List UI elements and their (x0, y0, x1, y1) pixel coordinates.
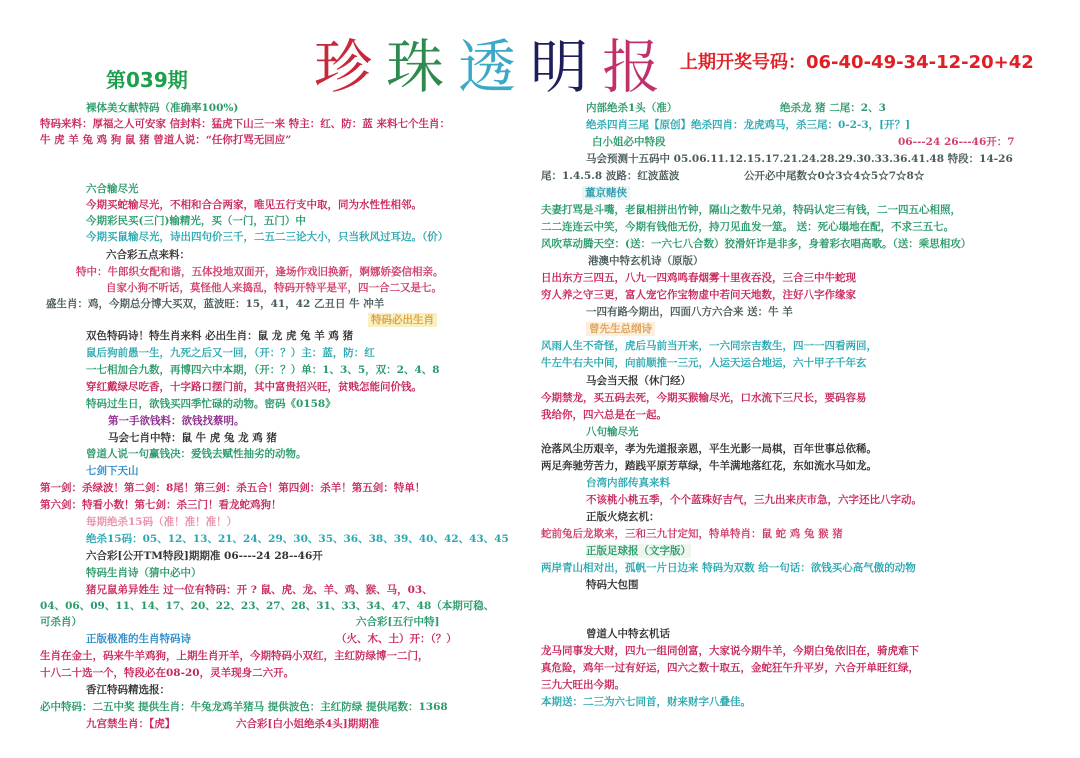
text-line: 每期绝杀15码（准！准！准！） (86, 516, 238, 528)
text-line: 本期送：二三为六七同首，财来财字八叠佳。 (541, 696, 751, 708)
title-char-3: 透 (458, 33, 521, 101)
text-line: 自家小狗不听话，莫怪他人来捣乱，特码开特平是平，四一合二又是七。 (106, 282, 442, 294)
text-line: 特码必出生肖 (368, 313, 437, 327)
text-line: 三九大旺出今期。 (541, 679, 625, 691)
text-line: 八句输尽光 (586, 426, 639, 438)
text-line: 裸体美女献特码（准确率100%) (86, 102, 239, 114)
issue-number: 第039期 (106, 68, 188, 92)
text-line: 九宫禁生肖：【虎】 (86, 718, 176, 730)
title-char-1: 珍 (314, 33, 377, 101)
text-line: 两岸青山相对出，孤帆一片日边来 特码为双数 给一句话：欲钱买心高气傲的动物 (541, 562, 916, 574)
text-line: 六合彩五点来料： (106, 249, 190, 261)
text-line: 六合彩[五行中特] (356, 616, 440, 628)
text-line: 可杀肖） (40, 616, 82, 628)
text-line: 生肖在金土，码来牛羊鸡狗，上期生肖开羊，今期特码小双红，主红防绿博一二门， (40, 650, 429, 662)
text-line: 六合输尽光 (86, 183, 139, 195)
text-line: 今期买鼠输尽光，诗出四句价三千，二五二三论大小，只当秋风过耳边。（价） (86, 231, 449, 243)
text-line: 六合彩[公开TM特段]期期准 06----24 28--46开 (86, 550, 323, 562)
text-line: 两足奔驰劳苦力，踏践平原芳草绿，牛羊满地落红花，东如流水马如龙。 (541, 460, 877, 472)
text-line: 曾道人中特玄机话 (586, 628, 670, 640)
text-line: 台湾内部传真来料 (586, 477, 670, 489)
text-line: 董京赌侠 (582, 186, 630, 200)
text-line: 牛左牛右夫中间，向前顺推一三元，人运天运合地运，六十甲子千年玄 (541, 357, 867, 369)
text-line: 港澳中特玄机诗（原版） (588, 255, 704, 267)
text-line: 风雨人生不奇怪，虎后马前当开来，一六同宗吉数生，四一一四看两回， (541, 340, 877, 352)
text-line: 双色特码诗！特生肖来料 必出生肖：鼠 龙 虎 兔 羊 鸡 猪 (86, 330, 354, 342)
text-line: 正版足球报（文字版） (586, 545, 691, 557)
text-line: 日出东方三四五，八九一四鸡鸣春烟雾十里夜吞没，三合三中牛蛇现 (541, 272, 856, 284)
text-line: 猪兄鼠弟异姓生 过一位有特码：开 ? 鼠、虎、龙、羊、鸡、猴、马，03、 (86, 584, 433, 596)
text-line: 盛生肖：鸡，今期总分博大买双，蓝波旺：15，41，42 乙丑日 牛 冲羊 (46, 298, 385, 310)
text-line: 特码大包围 (586, 579, 639, 591)
last-draw-numbers: 上期开奖号码：06-40-49-34-12-20+42 (680, 52, 1034, 73)
text-line: 真危险，鸡年一过有好运，四六之数十取五，金蛇狂午升平岁，六合开单旺红绿， (541, 662, 919, 674)
text-line: 蛇前兔后龙欺来，三和三九甘定知，特单特肖：鼠 蛇 鸡 兔 猴 猪 (541, 528, 843, 540)
text-line: 龙马同事发大财，四九一组同创富，大家说今期牛羊，今期白兔依旧在，骑虎难下 (541, 645, 919, 657)
text-line: 一四有路今期出，四面八方六合来 送：牛 羊 (586, 306, 793, 318)
text-line: 必中特码：二五中奖 提供生肖：牛兔龙鸡羊猪马 提供波色：主红防绿 提供尾数：1368 (40, 701, 448, 713)
text-line: 正版极准的生肖特码诗 (86, 633, 191, 645)
text-line: 今期彩民买(三门)输精光，买（一门，五门）中 (86, 215, 306, 227)
text-line: 牛 虎 羊 兔 鸡 狗 鼠 猪 曾道人说：“任你打骂无回应” (40, 134, 292, 146)
text-line: 特中：牛郎织女配和谐，五体投地双面开，逢场作戏旧换新，婀娜娇姿信相亲。 (76, 266, 444, 278)
text-line: 沧落风尘历艰辛，孝为先道报亲恩，平生光影一局棋，百年世事总依稀。 (541, 443, 877, 455)
text-line: 第六剑：特看小数！第七剑：杀三门！看龙蛇鸡狗！ (40, 499, 282, 511)
text-line: 鼠后狗前愚一生，九死之后又一回，（开：？）主：蓝，防：红 (86, 347, 375, 359)
text-line: 曾道人说一句赢钱决：爱钱去赋性抽劣的动物。 (86, 448, 307, 460)
text-line: 06---24 26---46开：7 (898, 136, 1015, 148)
text-line: 正版火烧玄机： (586, 511, 660, 523)
text-line: 04、06、09、11、14、17、20、22、23、27、28、31、33、34、47、48（本期可稳、 (40, 600, 495, 612)
text-line: 公开必中尾数☆0☆3☆4☆5☆7☆8☆ (744, 170, 925, 182)
text-line: 我给你，四六总是在一起。 (541, 409, 667, 421)
text-line: 马会七肖中特：鼠 牛 虎 兔 龙 鸡 猪 (108, 432, 277, 444)
text-line: 特码生肖诗（猜中必中） (86, 567, 202, 579)
text-line: 二二连连云中笑，今期有钱他无份，持刀见血发一筮。 送：死心塌地在配，不求三五七。 (541, 221, 955, 233)
title-char-4: 明 (530, 33, 593, 101)
text-line: 特码过生日，欲钱买四季忙碌的动物。密码《0158》 (86, 398, 336, 410)
text-line: 一七相加合九数，再博四六中本期，（开：？）单：1、3、5，双：2、4、8 (86, 364, 440, 376)
text-line: 绝杀四肖三尾【原创】绝杀四肖：龙虎鸡马，杀三尾：0-2-3，[开？] (586, 119, 911, 131)
text-line: 穿红戴绿尽吃香，十字路口摆门前，其中富贵招兴旺，贫贱怎能问价钱。 (86, 381, 422, 393)
text-line: 尾：1.4.5.8 波路：红波蓝波 (541, 170, 680, 182)
text-line: 白小姐必中特段 (592, 136, 666, 148)
text-line: （火、木、土）开：（？） (336, 633, 457, 645)
text-line: 香江特码精选报： (86, 684, 170, 696)
text-line: 特码来料：厚福之人可安家 信封料：猛虎下山三一来 特主：红、防：蓝 来料七个生肖： (40, 118, 450, 130)
text-line: 穷人养之守三更，富人宠它作宝物虚中若问天地数，注好八字作缘家 (541, 289, 856, 301)
text-line: 马会当天报（休门经） (586, 375, 691, 387)
text-line: 十八二十选一个，特段必在08-20，灵羊现身二六开。 (40, 667, 295, 679)
text-line: 风吹草动腾天空：(送：一六七八合数）狡滑奸诈是非多，身着彩衣唱高歌。（送：乘思相攻） (541, 238, 972, 250)
text-line: 今期禁龙，买五码去死，今期买猴输尽光，口水流下三尺长，要码容易 (541, 392, 867, 404)
text-line: 绝杀15码：05、12、13、21、24、29、30、35、36、38、39、40、42、43、45 (86, 533, 509, 545)
text-line: 今期买蛇输尽光，不相和合合两家，唯见五行支中取，同为水性性相邻。 (86, 199, 422, 211)
title-char-2: 珠 (386, 33, 449, 101)
text-line: 七剑下天山 (86, 465, 139, 477)
text-line: 绝杀龙 猪 二尾：2、3 (780, 102, 886, 114)
text-line: 曾先生总纲诗 (586, 322, 655, 336)
text-line: 六合彩[白小姐绝杀4头]期期准 (236, 718, 380, 730)
text-line: 不该桃小桃五季，个个蓝珠好吉气，三九出来庆市急，六字还比八字动。 (586, 494, 922, 506)
text-line: 内部绝杀1头（准） (586, 102, 678, 114)
text-line: 夫妻打骂是斗嘴，老鼠相拼出竹钟，隔山之数牛兄弟，特码认定三有钱，二一四五心相照， (541, 204, 961, 216)
text-line: 第一手欲钱料：欲钱找蔡明。 (108, 415, 245, 427)
title-char-5: 报 (602, 33, 665, 101)
text-line: 马会预测十五码中 05.06.11.12.15.17.21.24.28.29.30.33.36.41.48 特段：14-26 (586, 153, 1013, 165)
masthead-title (314, 20, 674, 104)
text-line: 第一剑：杀绿波！第二剑：8尾！第三剑：杀五合！第四剑：杀羊！第五剑：特单！ (40, 482, 426, 494)
